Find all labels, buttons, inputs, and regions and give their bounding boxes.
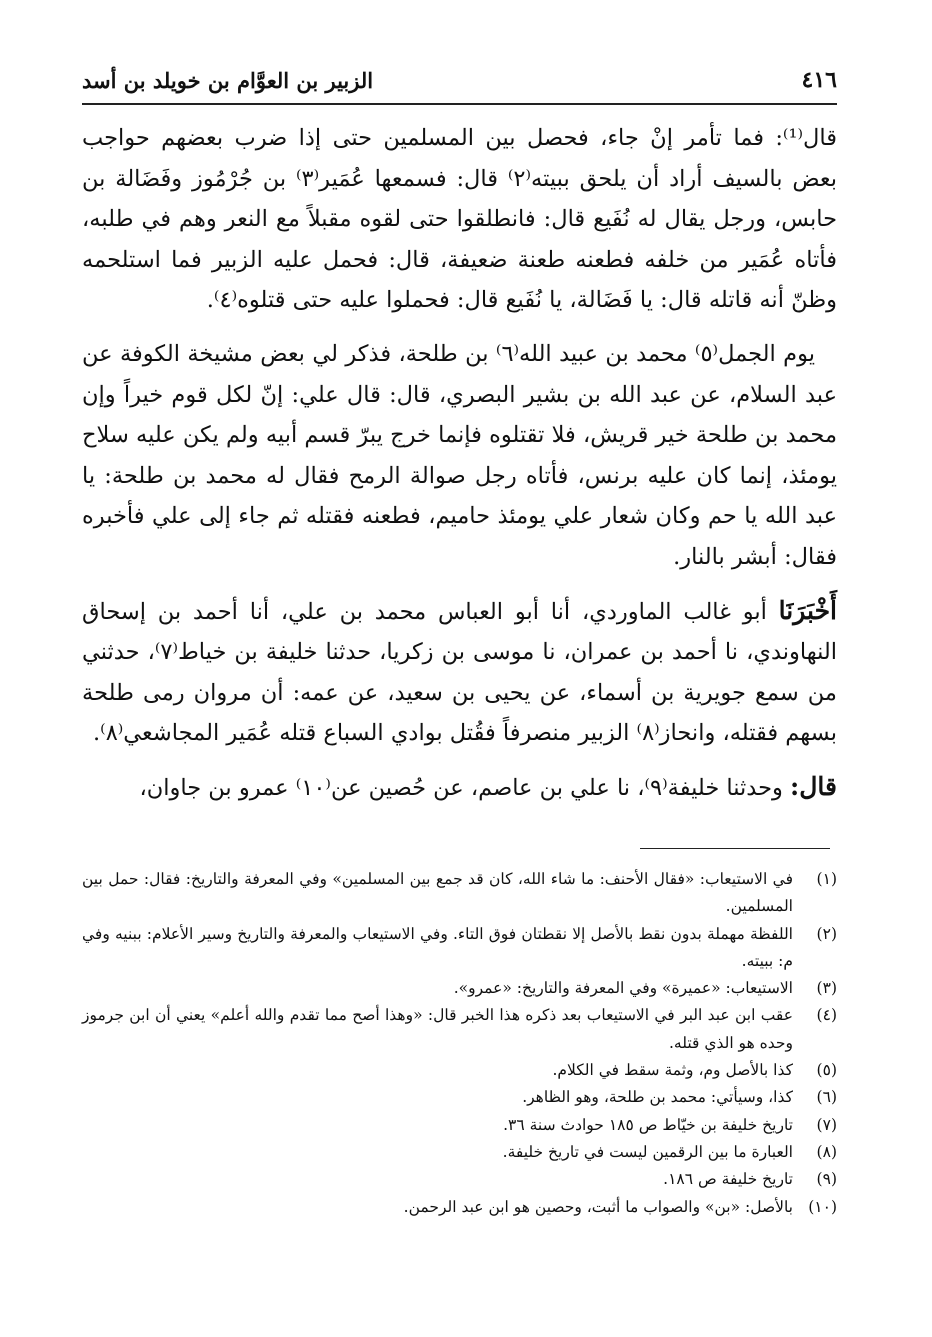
footnote-number: (١) <box>816 870 837 888</box>
footnote-2 <box>82 921 837 976</box>
footnote-4 <box>82 1002 837 1057</box>
footnote-text: في الاستيعاب: «فقال الأحنف: ما شاء الله، كان قد جمع بين المسلمين» وفي المعرفة والتاريخ: فقال: حمل بين المسلمين. <box>82 870 793 916</box>
footnote-10 <box>82 1194 837 1221</box>
footnote-number: (٥) <box>816 1061 837 1080</box>
footnote-number: (٨) <box>816 1142 837 1161</box>
footnote-number: (٣) <box>816 979 837 998</box>
footnote-text: عقب ابن عبد البر في الاستيعاب بعد ذكره هذا الخبر قال: «وهذا أصح مما تقدم والله أعلم» يعني أن ابن جرموز وحده هو الذي قتله. <box>82 1006 793 1052</box>
footnotes <box>82 866 837 1221</box>
paragraph-3-lead: أَخْبَرَنَا <box>778 595 837 625</box>
paragraph-2: يوم الجمل⁽٥⁾ محمد بن عبيد الله⁽٦⁾ بن طلحة، فذكر لي بعض مشيخة الكوفة عن عبد السلام، عن عبد الله بن بشير البصري، قال: قال علي: إنّ لكل قوم خيراً وإن محمد بن طلحة خير قريش، فلا تقتلوه فإنما خرج يبرّ قسم أبيه ولم يكن عليه سلاح يومئذ، إنما كان عليه برنس، فأتاه رجل صوالة الرمح فقال له محمد بن طلحة: يا عبد الله يا حم وكان شعار علي يومئذ حاميم، فطعنه فقتله ثم جاء إلى علي فأخبره فقال: أبشر بالنار. <box>82 340 837 570</box>
footnote-text: بالأصل: «بن» والصواب ما أثبت، وحصين هو ابن عبد الرحمن. <box>403 1197 793 1216</box>
page-number: ٤١٦ <box>801 67 837 93</box>
running-title: الزبير بن العوَّام بن خويلد بن أسد <box>82 67 374 93</box>
footnote-rule <box>640 848 830 849</box>
paragraph-1: قال⁽¹⁾: فما تأمر إنْ جاء، فحصل بين المسلمين حتى إذا ضرب بعضهم حواجب بعض بالسيف أراد أن يلحق ببيته⁽٢⁾ قال: فسمعها عُمَير⁽٣⁾ بن جُرْمُوز وفَضَالة بن حابس، ورجل يقال له نُفَيع قال: فانطلقوا حتى لقوه مقبلاً مع النعر وهم في طلبه، فأتاه عُمَير من خلفه فطعنه طعنة ضعيفة، قال: فحمل عليه الزبير فما استلحمه وظنّ أنه قاتله قال: يا فَضَالة، يا نُفَيع قال: فحملوا عليه حتى قتلوه⁽٤⁾. <box>82 125 838 314</box>
footnote-number: (١٠) <box>808 1197 837 1216</box>
main-text <box>82 118 837 822</box>
footnote-8 <box>82 1139 837 1166</box>
footnote-number: (٦) <box>816 1088 837 1107</box>
footnote-text: الاستيعاب: «عميرة» وفي المعرفة والتاريخ: «عمرو». <box>453 979 793 998</box>
paragraph-4-lead: قال: <box>790 771 837 801</box>
footnote-text: كذا بالأصل وم، وثمة سقط في الكلام. <box>552 1061 793 1080</box>
footnote-text: تاريخ خليفة ص ١٨٦. <box>663 1170 793 1189</box>
footnote-number: (٢) <box>816 924 837 943</box>
page-header <box>82 60 837 100</box>
paragraph-3-text: أبو غالب الماوردي، أنا أبو العباس محمد بن علي، أنا أحمد بن إسحاق النهاوندي، نا أحمد بن عمران، نا موسى بن زكريا، حدثنا خليفة بن خياط⁽٧⁾، حدثني من سمع جويرية بن أسماء، عن يحيى بن سعيد، عن عمه: أن مروان رمى طلحة بسهم فقتله، وانحاز⁽٨⁾ الزبير منصرفاً فقُتل بوادي السباع قتله عُمَير المجاشعي⁽٨⁾. <box>82 598 837 747</box>
footnote-6 <box>82 1084 837 1111</box>
footnote-text: العبارة ما بين الرقمين ليست في تاريخ خليفة. <box>502 1142 793 1161</box>
paragraph-3 <box>82 591 837 754</box>
footnote-text: تاريخ خليفة بن خيّاط ص ١٨٥ حوادث سنة ٣٦. <box>503 1115 793 1134</box>
footnote-number: (٧) <box>816 1115 837 1134</box>
footnote-text: كذا، وسيأتي: محمد بن طلحة، وهو الظاهر. <box>522 1088 793 1107</box>
paragraph-4 <box>82 767 837 809</box>
footnote-3 <box>82 975 837 1002</box>
footnote-9 <box>82 1166 837 1193</box>
footnote-7 <box>82 1112 837 1139</box>
header-rule <box>82 103 837 105</box>
footnote-number: (٤) <box>816 1006 837 1025</box>
footnote-1 <box>82 866 837 921</box>
footnote-number: (٩) <box>816 1170 837 1189</box>
footnote-5 <box>82 1057 837 1084</box>
paragraph-4-text: وحدثنا خليفة⁽٩⁾، نا علي بن عاصم، عن حُصين عن⁽١٠⁾ عمرو بن جاوان، <box>139 774 791 801</box>
footnote-text: اللفظة مهملة بدون نقط بالأصل إلا نقطتان فوق التاء. وفي الاستيعاب والمعرفة والتاريخ وسير الأعلام: ببنيه وفي م: ببيته. <box>82 924 793 970</box>
